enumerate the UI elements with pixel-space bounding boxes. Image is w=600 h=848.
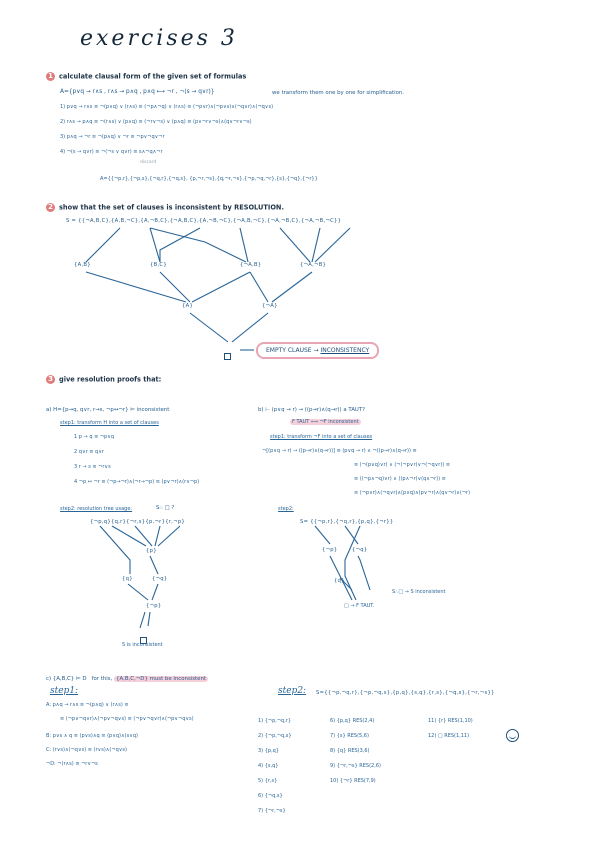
- tree-edge: [192, 272, 250, 302]
- level2-clause: {A}: [182, 303, 194, 309]
- part-a-step2: step2: resolution tree usage:: [60, 506, 133, 512]
- tree-edge: [312, 228, 320, 262]
- part-c-line-1: A: p∧q → r∧s ≡ ¬(p∧q) ∨ (r∧s) ≡: [46, 702, 129, 708]
- section-3-heading-text: give resolution proofs that:: [59, 375, 162, 384]
- tree-edge: [232, 313, 268, 342]
- table-cell: 12) □ RES(1,11): [428, 733, 470, 739]
- inconsistency-label: INCONSISTENCY: [320, 347, 370, 354]
- tree-edge: [135, 526, 152, 546]
- discard-label: discard: [140, 160, 157, 165]
- part-b-conclusion-b: □ → F TAUT.: [344, 603, 375, 609]
- part-b-label: b): [258, 407, 264, 413]
- part-b-line-2: ≡ (¬(p∨q)∨r) ∧ (¬(¬p∨r)∨¬(¬q∨r)) ≡: [354, 462, 451, 468]
- section-1-formula: A={p∨q → r∧s , r∧s → p∧q , p∧q ⟷ ¬r , ¬(s → q∨r)}: [60, 89, 215, 95]
- table-cell: 11) {r} RES(1,10): [428, 718, 473, 724]
- part-a-item-2: 2 q∨r ≡ q∨r: [74, 449, 104, 455]
- part-b-step2: step2:: [278, 506, 294, 512]
- section-1-result: A={{¬p,r},{¬p,s},{¬q,r},{¬q,s}, {p,¬r,¬s},{q,¬r,¬s},{¬p,¬q,¬r},{s},{¬q},{¬r}}: [100, 176, 318, 182]
- section-number: 2: [46, 203, 55, 212]
- part-a: [46, 407, 169, 413]
- table-cell: 5) {r,s}: [258, 778, 278, 784]
- part-b: [258, 407, 365, 413]
- part-c-line-5: ¬D: ¬(r∧s) ≡ ¬r∨¬s: [46, 761, 98, 767]
- tree-node: {¬q}: [152, 576, 168, 582]
- part-b-conclusion-a: S∴□ → S inconsistent: [392, 589, 446, 595]
- tree-edge: [150, 228, 160, 262]
- tree-edge: [152, 584, 158, 600]
- part-b-statement: ⊢ (p∨q → r) → ((p→r)∧(q→r)) a TAUT?: [265, 407, 366, 413]
- level1-clause: {B,C}: [150, 262, 167, 268]
- tree-node: {q}: [122, 576, 133, 582]
- part-c-statement: {A,B,C} ⊨ D: [52, 676, 87, 682]
- part-c-step1: step1:: [50, 686, 79, 696]
- smiley-icon: [506, 729, 519, 742]
- level1-clause: {¬A,B}: [240, 262, 262, 268]
- part-c-line-3: B: p∨s ∧ q ≡ (p∨s)∧q ≡ (p∨q)∧(s∨q): [46, 733, 138, 739]
- tree-edge: [315, 228, 350, 262]
- part-c-line-2: ≡ (¬p∨¬q∨r)∧(¬p∨¬q∨s) ≡ (¬p∨¬q∨r)∧(¬p∨¬q∨s): [60, 716, 194, 722]
- part-a-conclusion: S is inconsistent: [122, 642, 163, 648]
- section-2-heading-text: show that the set of clauses is inconsistent by RESOLUTION.: [59, 203, 284, 212]
- part-c-step2: step2:: [278, 686, 307, 696]
- tree-edge: [86, 272, 186, 302]
- table-cell: 7) {¬r,¬s}: [258, 808, 286, 814]
- tree-edge: [272, 272, 312, 302]
- tree-edge: [160, 272, 190, 302]
- table-cell: 8) {q} RES(3,6): [330, 748, 370, 754]
- tree-node: {p}: [146, 548, 157, 554]
- tree-node: {q}: [334, 578, 345, 584]
- tree-edge: [148, 612, 150, 626]
- part-a-label: a): [46, 407, 52, 413]
- tree-node: {¬p}: [146, 603, 162, 609]
- table-cell: 6) {¬q,s}: [258, 793, 283, 799]
- arrow-icon: →: [313, 347, 319, 354]
- tree-edge: [140, 612, 145, 628]
- empty-box-icon: [224, 346, 231, 365]
- level2-clause: {¬A}: [262, 303, 278, 309]
- section-1-line-2: 2) r∧s → p∧q ≡ ¬(r∧s) ∨ (p∧q) ≡ (¬r∨¬s) ∨ (p∧q) ≡ (p∨¬r∨¬s)∧(q∨¬r∨¬s): [60, 119, 252, 125]
- tree-edge: [160, 228, 200, 262]
- tree-edge: [100, 526, 130, 574]
- tree-edge: [150, 556, 158, 574]
- part-a-statement: H={p→q, q∨r, r→s, ¬p↔¬r} ⊨ inconsistent: [53, 407, 170, 413]
- section-2-set: S = {{¬A,B,C},{A,B,¬C},{A,¬B,C},{¬A,B,C},{A,¬B,¬C},{¬A,B,¬C},{¬A,¬B,C},{¬A,¬B,¬C}}: [66, 218, 342, 224]
- tree-edge: [128, 584, 148, 600]
- tree-node: {¬q}: [352, 547, 368, 553]
- part-a-step1: step1: transform H into a set of clauses: [60, 420, 159, 426]
- table-cell: 4) {s,q}: [258, 763, 279, 769]
- part-c-need: {A,B,C,¬D} must be inconsistent: [116, 676, 207, 682]
- part-b-set: S= {{¬p,r},{¬q,r},{p,q},{¬r}}: [300, 519, 394, 525]
- tree-node: {¬p}: [322, 547, 338, 553]
- section-number: 3: [46, 375, 55, 384]
- empty-clause-callout: [256, 342, 379, 359]
- tree-edge: [155, 526, 160, 546]
- part-c-line-4: C: (r∨s)∧(¬q∨s) ≡ (r∨s)∧(¬q∨s): [46, 747, 127, 753]
- table-cell: 9) {¬r,¬s} RES(2,6): [330, 763, 381, 769]
- table-cell: 6) {p,q} RES(2,4): [330, 718, 375, 724]
- tree-edge: [358, 556, 370, 590]
- section-1-line-1: 1) p∨q → r∧s ≡ ¬(p∨q) ∨ (r∧s) ≡ (¬p∧¬q) ∨ (r∧s) ≡ (¬p∨r)∧(¬p∨s)∧(¬q∨r)∧(¬q∨s): [60, 104, 274, 110]
- empty-clause-label: EMPTY CLAUSE: [266, 347, 312, 354]
- part-c-set: S={{¬p,¬q,r},{¬p,¬q,s},{p,q},{s,q},{r,s},{¬q,s},{¬r,¬s}}: [316, 690, 495, 696]
- section-1-note: we transform them one by one for simplification.: [272, 90, 405, 96]
- tree-edge: [112, 526, 146, 546]
- tree-edge: [280, 228, 310, 262]
- table-cell: 7) {s} RES(5,6): [330, 733, 369, 739]
- table-cell: 2) {¬p,¬q,s}: [258, 733, 292, 739]
- part-a-question: S∴ □ ?: [156, 505, 175, 511]
- table-cell: 10) {¬r} RES(7,9): [330, 778, 376, 784]
- tree-edge: [158, 526, 180, 546]
- section-1-line-3: 3) p∧q → ¬r ≡ ¬(p∧q) ∨ ¬r ≡ ¬p∨¬q∨¬r: [60, 134, 165, 140]
- page-title: exercises 3: [80, 26, 238, 51]
- part-a-item-3: 3 r → s ≡ ¬r∨s: [74, 464, 111, 470]
- tree-edge: [150, 228, 246, 262]
- tree-edge: [250, 272, 268, 302]
- level1-clause: {¬A,¬B}: [300, 262, 327, 268]
- part-a-item-4: 4 ¬p ↔ ¬r ≡ (¬p→¬r)∧(¬r→¬p) ≡ (p∨¬r)∧(r∨¬p): [74, 479, 200, 485]
- part-c-for-this: for this,: [91, 676, 113, 682]
- tree-edge: [86, 228, 120, 262]
- part-b-taut-note: F TAUT ⟺ ¬F inconsistent: [292, 419, 359, 425]
- level1-clause: {A,B}: [74, 262, 91, 268]
- part-b-line-3: ≡ ((¬p∧¬q)∨r) ∧ ((p∧¬r)∨(q∧¬r)) ≡: [354, 476, 446, 482]
- tree-edge: [190, 313, 228, 342]
- part-b-line-1: ¬[(p∨q → r) → ((p→r)∧(q→r))] ≡ (p∨q → r) ∧ ¬((p→r)∧(q→r)) ≡: [262, 448, 417, 454]
- tree-edge: [315, 526, 330, 544]
- part-a-tree-top: {¬p,q}{q,r}{¬r,s}{p,¬r}{r,¬p}: [90, 519, 186, 525]
- part-b-step1: step1: transform ¬F into a set of clauses: [270, 434, 373, 440]
- table-cell: 1) {¬p,¬q,r}: [258, 718, 292, 724]
- part-a-item-1: 1 p → q ≡ ¬p∨q: [74, 434, 115, 440]
- section-1-heading-text: calculate clausal form of the given set of formulas: [59, 72, 247, 81]
- table-cell: 3) {p,q}: [258, 748, 280, 754]
- section-3-heading: [46, 375, 161, 384]
- part-c-label: c): [46, 676, 52, 682]
- section-1-line-4: 4) ¬(s → q∨r) ≡ ¬(¬s ∨ q∨r) ≡ s∧¬q∧¬r: [60, 149, 163, 155]
- part-b-line-4: ≡ (¬p∨r)∧(¬q∨r)∧(p∨q)∧(p∨¬r)∧(q∨¬r)∧(¬r): [354, 490, 471, 496]
- section-number: 1: [46, 72, 55, 81]
- tree-edge: [240, 228, 248, 262]
- part-c: [46, 676, 208, 682]
